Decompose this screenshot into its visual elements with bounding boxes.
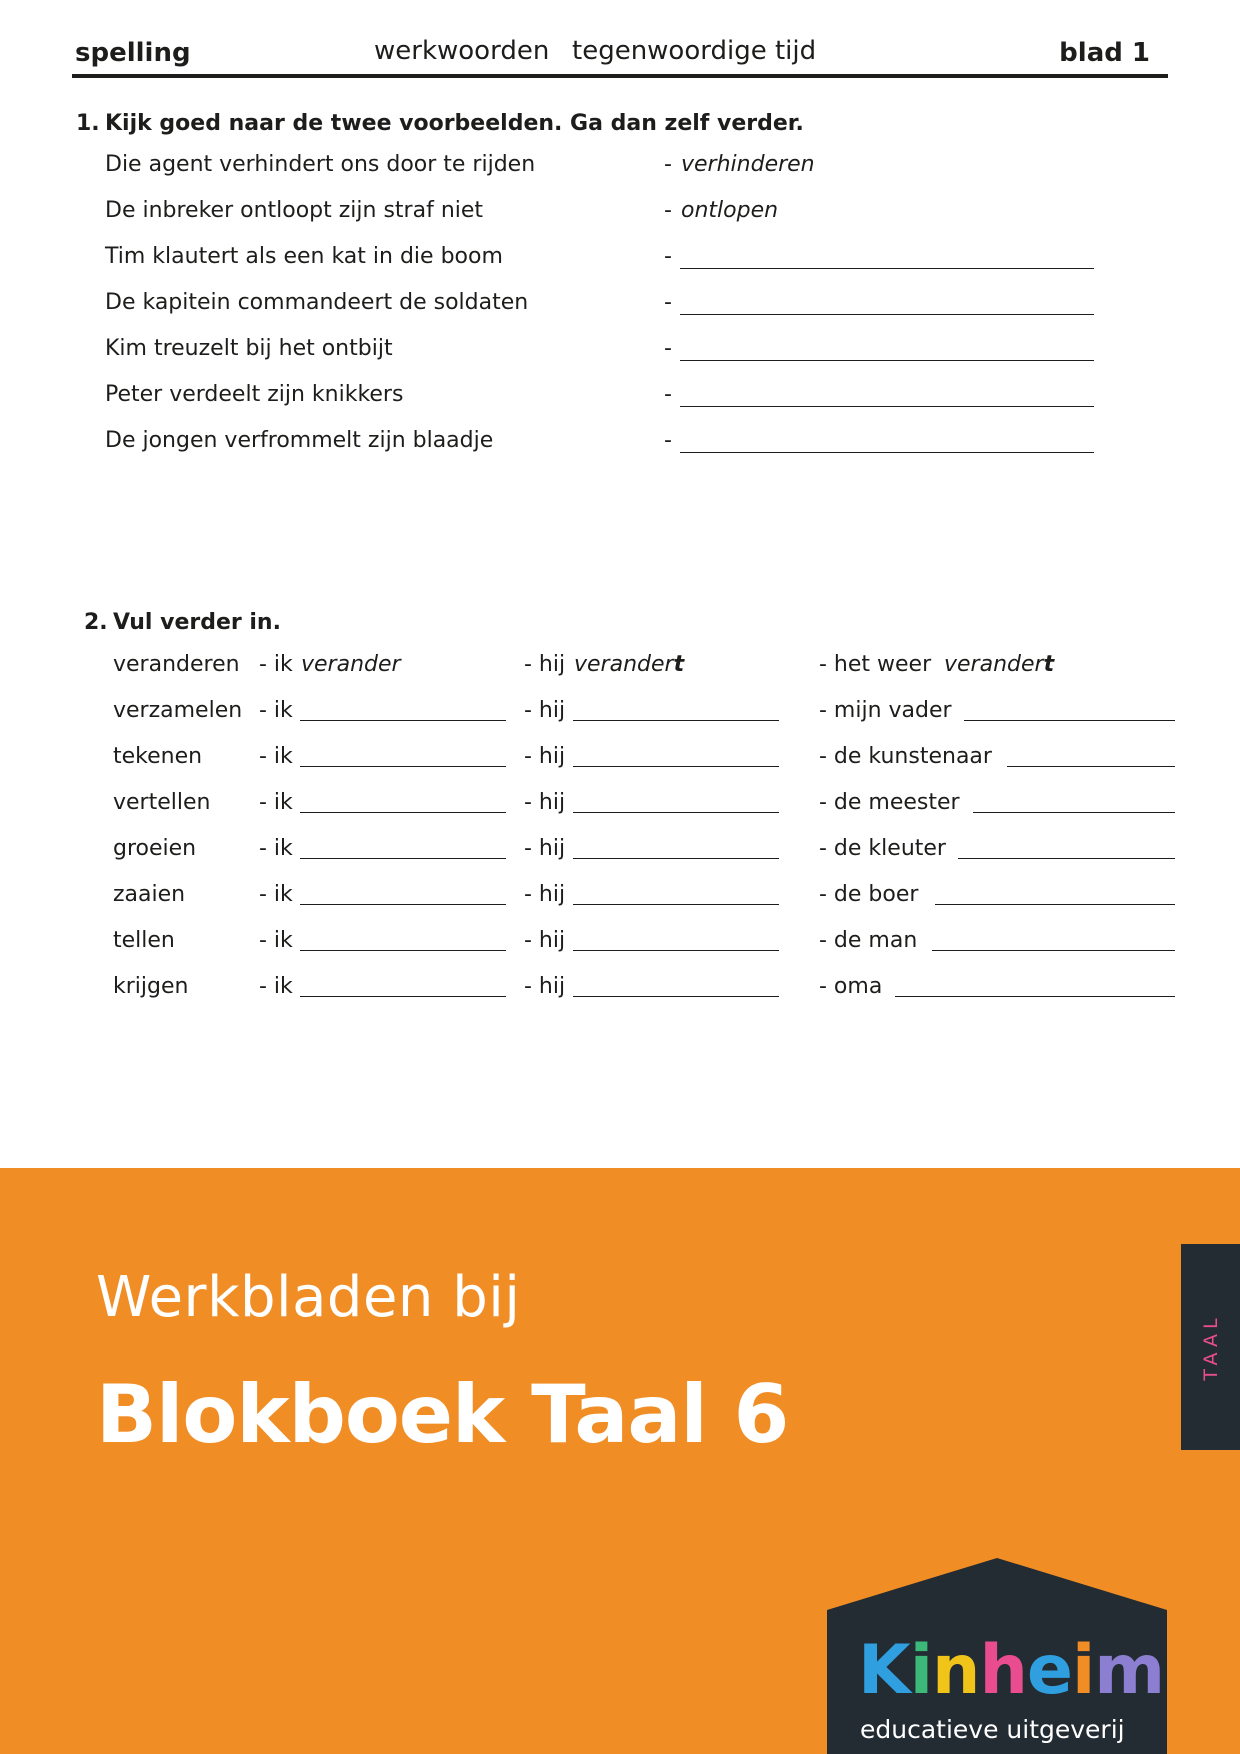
third-prefix: - de kunstenaar [819, 744, 992, 769]
subject-label: spelling [75, 38, 191, 68]
logo-letter: K [858, 1631, 910, 1710]
dash: - [664, 244, 672, 269]
hij-prefix: - hij [524, 974, 566, 999]
topic-label: werkwoorden [374, 36, 550, 66]
answer-blank[interactable] [680, 406, 1094, 407]
sheet-number: blad 1 [1059, 38, 1150, 68]
dash: - [664, 336, 672, 361]
sentence: De jongen verfrommelt zijn blaadje [105, 428, 494, 453]
exercise-1-number: 1. [76, 111, 100, 136]
ik-blank[interactable] [300, 812, 506, 813]
hij-blank[interactable] [573, 720, 779, 721]
verb: groeien [113, 836, 197, 861]
hij-prefix: - hij [524, 836, 566, 861]
answer-blank[interactable] [680, 314, 1094, 315]
logo-letter: i [1071, 1631, 1095, 1710]
verb: veranderen [113, 652, 240, 677]
ik-prefix: - ik [259, 744, 293, 769]
hij-prefix: - hij [524, 744, 566, 769]
publisher-logo-word [858, 1631, 1164, 1710]
logo-letter: h [979, 1631, 1027, 1710]
hij-prefix: - hij [524, 882, 566, 907]
page-header [72, 36, 1168, 78]
answer-example: verhinderen [681, 152, 815, 177]
sentence: Kim treuzelt bij het ontbijt [105, 336, 393, 361]
ik-prefix: - ik [259, 836, 293, 861]
third-blank[interactable] [932, 950, 1175, 951]
logo-letter: n [932, 1631, 980, 1710]
answer-blank[interactable] [680, 452, 1094, 453]
exercise-2-number: 2. [84, 610, 108, 635]
hij-blank[interactable] [573, 766, 779, 767]
ik-prefix: - ik [259, 698, 293, 723]
third-blank[interactable] [973, 812, 1175, 813]
ik-blank[interactable] [300, 766, 506, 767]
hij-prefix: - hij [524, 652, 566, 677]
ik-prefix: - ik [259, 974, 293, 999]
footer-subtitle: Werkbladen bij [96, 1265, 521, 1330]
hij-blank[interactable] [573, 904, 779, 905]
exercise-2-title: Vul verder in. [113, 610, 281, 635]
publisher-tagline: educatieve uitgeverij [860, 1715, 1125, 1744]
hij-prefix: - hij [524, 790, 566, 815]
hij-blank[interactable] [573, 950, 779, 951]
hij-blank[interactable] [573, 996, 779, 997]
logo-letter: i [909, 1631, 933, 1710]
footer-banner [0, 1168, 1240, 1754]
side-tab-label: TAAL [1199, 1313, 1222, 1381]
ik-blank[interactable] [300, 904, 506, 905]
ik-prefix: - ik [259, 882, 293, 907]
logo-letter: e [1026, 1631, 1072, 1710]
third-prefix: - het weer [819, 652, 932, 677]
ik-prefix: - ik [259, 652, 293, 677]
dash: - [664, 428, 672, 453]
third-blank[interactable] [1007, 766, 1175, 767]
ik-blank[interactable] [300, 950, 506, 951]
third-prefix: - mijn vader [819, 698, 952, 723]
topic-sub-label: tegenwoordige tijd [572, 36, 817, 66]
logo-letter: m [1094, 1631, 1165, 1710]
answer-blank[interactable] [680, 268, 1094, 269]
stem: verander [574, 652, 674, 677]
verb: verzamelen [113, 698, 243, 723]
sentence: Die agent verhindert ons door te rijden [105, 152, 536, 177]
side-tab [1181, 1244, 1240, 1450]
verb: vertellen [113, 790, 211, 815]
verb: krijgen [113, 974, 189, 999]
third-prefix: - de boer [819, 882, 919, 907]
hij-answer-example [574, 652, 684, 677]
hij-prefix: - hij [524, 928, 566, 953]
dash: - [664, 198, 672, 223]
sentence: Tim klautert als een kat in die boom [105, 244, 503, 269]
sentence: De kapitein commandeert de soldaten [105, 290, 529, 315]
verb: zaaien [113, 882, 186, 907]
sentence: Peter verdeelt zijn knikkers [105, 382, 404, 407]
ik-prefix: - ik [259, 928, 293, 953]
hij-prefix: - hij [524, 698, 566, 723]
dash: - [664, 152, 672, 177]
ik-blank[interactable] [300, 996, 506, 997]
ending: t [673, 652, 685, 677]
third-prefix: - de kleuter [819, 836, 946, 861]
hij-blank[interactable] [573, 812, 779, 813]
verb: tellen [113, 928, 175, 953]
stem: verander [944, 652, 1044, 677]
answer-example: ontlopen [681, 198, 779, 223]
third-blank[interactable] [964, 720, 1175, 721]
sentence: De inbreker ontloopt zijn straf niet [105, 198, 484, 223]
dash: - [664, 382, 672, 407]
third-blank[interactable] [895, 996, 1175, 997]
hij-blank[interactable] [573, 858, 779, 859]
ik-answer-example: verander [301, 652, 401, 677]
third-prefix: - de meester [819, 790, 960, 815]
ik-blank[interactable] [300, 858, 506, 859]
dash: - [664, 290, 672, 315]
third-answer-example [944, 652, 1054, 677]
third-blank[interactable] [958, 858, 1175, 859]
third-prefix: - de man [819, 928, 918, 953]
verb: tekenen [113, 744, 203, 769]
ik-prefix: - ik [259, 790, 293, 815]
third-blank[interactable] [935, 904, 1175, 905]
ending: t [1043, 652, 1055, 677]
answer-blank[interactable] [680, 360, 1094, 361]
ik-blank[interactable] [300, 720, 506, 721]
exercise-1-title: Kijk goed naar de twee voorbeelden. Ga dan zelf verder. [105, 111, 804, 136]
footer-title: Blokboek Taal 6 [96, 1368, 789, 1461]
third-prefix: - oma [819, 974, 883, 999]
